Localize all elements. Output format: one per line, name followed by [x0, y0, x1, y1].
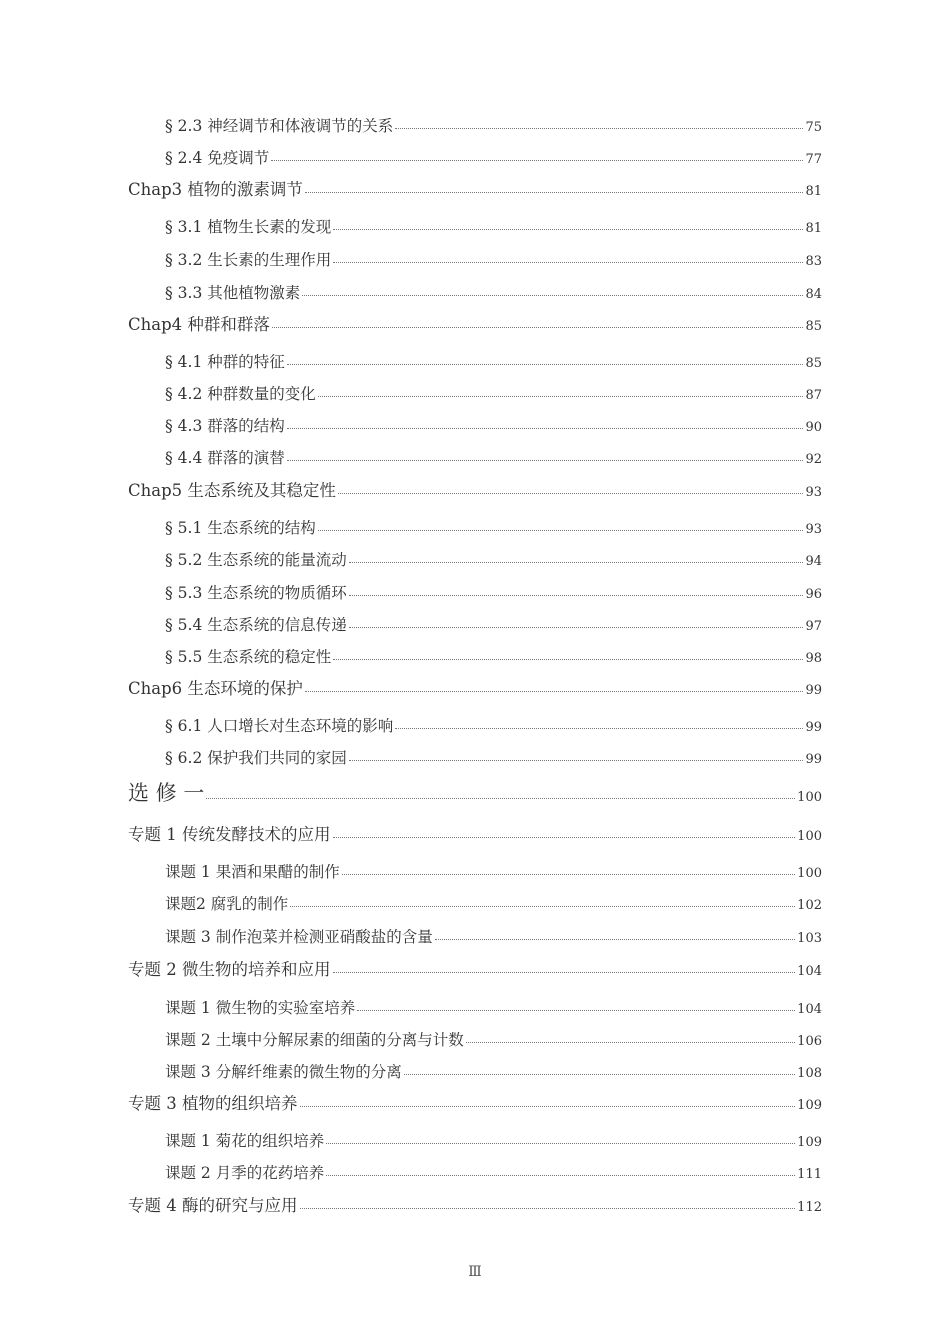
toc-entry-sub: [165, 512, 822, 536]
toc-entry-title: 专题 3 植物的组织培养: [128, 1093, 298, 1113]
toc-entry-lesson: [165, 856, 822, 880]
dot-leader: [342, 873, 795, 875]
dot-leader: [318, 529, 804, 531]
toc-entry-title: § 4.4 群落的演替: [165, 448, 285, 467]
dot-leader: [300, 1105, 796, 1107]
toc-entry-page-number: 87: [805, 388, 822, 403]
toc-entry-lesson: [165, 1056, 822, 1080]
dot-leader: [305, 690, 804, 692]
toc-entry-topic: [128, 1190, 822, 1214]
dot-leader: [302, 294, 803, 296]
toc-entry-page-number: 98: [805, 651, 822, 666]
toc-entry-lesson: [165, 921, 822, 945]
toc-entry-sub: [165, 544, 822, 568]
dot-leader: [333, 261, 803, 263]
dot-leader: [333, 228, 803, 230]
toc-entry-page-number: 97: [805, 619, 822, 634]
toc-entry-title: 课题 2 土壤中分解尿素的细菌的分离与计数: [165, 1030, 464, 1049]
toc-entry-page-number: 77: [805, 152, 822, 167]
dot-leader: [357, 1009, 795, 1011]
toc-entry-sub: [165, 710, 822, 734]
toc-entry-lesson: [165, 1125, 822, 1149]
toc-entry-page-number: 102: [797, 898, 822, 913]
toc-entry-page-number: 81: [805, 221, 822, 236]
toc-entry-title: § 5.3 生态系统的物质循环: [165, 583, 347, 602]
toc-entry-title: 选 修 一: [128, 781, 205, 805]
dot-leader: [349, 626, 804, 628]
dot-leader: [349, 594, 804, 596]
toc-entry-sub: [165, 378, 822, 402]
toc-entry-title: § 2.4 免疫调节: [165, 148, 270, 167]
toc-entry-page-number: 85: [805, 356, 822, 371]
dot-leader: [338, 492, 804, 494]
toc-entry-title: § 4.1 种群的特征: [165, 352, 285, 371]
dot-leader: [305, 191, 804, 193]
toc-entry-page-number: 93: [805, 522, 822, 537]
toc-entry-sub: [165, 442, 822, 466]
toc-entry-title: 课题 1 果酒和果醋的制作: [165, 862, 340, 881]
toc-entry-title: § 5.1 生态系统的结构: [165, 518, 316, 537]
dot-leader: [287, 427, 804, 429]
toc-entry-title: 专题 2 微生物的培养和应用: [128, 959, 331, 979]
toc-entry-page-number: 100: [797, 866, 822, 881]
toc-entry-page-number: 92: [805, 452, 822, 467]
toc-entry-topic: [128, 819, 822, 843]
dot-leader: [435, 938, 795, 940]
dot-leader: [395, 727, 803, 729]
toc-entry-page-number: 100: [797, 829, 822, 844]
dot-leader: [349, 561, 804, 563]
toc-entry-topic: [128, 1088, 822, 1112]
toc-entry-page-number: 111: [797, 1167, 822, 1182]
toc-entry-lesson: [165, 1157, 822, 1181]
toc-entry-title: 课题2 腐乳的制作: [165, 894, 289, 913]
toc-entry-title: 课题 1 微生物的实验室培养: [165, 998, 356, 1017]
toc-entry-page-number: 103: [797, 931, 822, 946]
toc-entry-sub: [165, 641, 822, 665]
toc-entry-title: § 6.1 人口增长对生态环境的影响: [165, 716, 394, 735]
dot-leader: [318, 395, 804, 397]
toc-entry-page-number: 100: [797, 790, 822, 805]
toc-entry-page-number: 104: [797, 964, 822, 979]
toc-entry-page-number: 94: [805, 554, 822, 569]
toc-entry-page-number: 93: [805, 485, 822, 500]
toc-entry-sub: [165, 244, 822, 268]
page-number-footer: Ⅲ: [468, 1264, 482, 1280]
toc-entry-chap: [128, 174, 822, 198]
dot-leader: [333, 836, 796, 838]
toc-entry-lesson: [165, 992, 822, 1016]
toc-entry-title: § 3.2 生长素的生理作用: [165, 250, 332, 269]
dot-leader: [333, 658, 803, 660]
toc-entry-major: [128, 774, 822, 804]
toc-entry-topic: [128, 954, 822, 978]
toc-entry-sub: [165, 211, 822, 235]
toc-entry-title: § 3.1 植物生长素的发现: [165, 217, 332, 236]
dot-leader: [272, 326, 804, 328]
toc-entry-sub: [165, 577, 822, 601]
toc-entry-page-number: 99: [805, 752, 822, 767]
toc-entry-sub: [165, 142, 822, 166]
toc-entry-title: 课题 1 菊花的组织培养: [165, 1131, 325, 1150]
toc-entry-chap: [128, 475, 822, 499]
toc-entry-chap: [128, 673, 822, 697]
toc-entry-sub: [165, 410, 822, 434]
toc-entry-title: § 4.3 群落的结构: [165, 416, 285, 435]
toc-entry-sub: [165, 742, 822, 766]
dot-leader: [404, 1073, 795, 1075]
toc-entry-title: Chap6 生态环境的保护: [128, 678, 303, 698]
toc-entry-lesson: [165, 1024, 822, 1048]
toc-entry-sub: [165, 609, 822, 633]
toc-entry-title: 专题 4 酶的研究与应用: [128, 1195, 298, 1215]
toc-entry-page-number: 90: [805, 420, 822, 435]
dot-leader: [326, 1174, 795, 1176]
toc-entry-title: § 5.4 生态系统的信息传递: [165, 615, 347, 634]
toc-entry-title: § 4.2 种群数量的变化: [165, 384, 316, 403]
toc-entry-title: § 5.2 生态系统的能量流动: [165, 550, 347, 569]
dot-leader: [287, 459, 804, 461]
toc-entry-sub: [165, 277, 822, 301]
toc-entry-title: § 6.2 保护我们共同的家园: [165, 748, 347, 767]
toc-entry-title: 专题 1 传统发酵技术的应用: [128, 824, 331, 844]
toc-entry-title: Chap3 植物的激素调节: [128, 179, 303, 199]
toc-entry-page-number: 84: [805, 287, 822, 302]
toc-entry-title: 课题 2 月季的花药培养: [165, 1163, 325, 1182]
toc-entry-page-number: 109: [797, 1098, 822, 1113]
dot-leader: [466, 1041, 795, 1043]
toc-entry-lesson: [165, 888, 822, 912]
toc-entry-title: § 3.3 其他植物激素: [165, 283, 301, 302]
dot-leader: [300, 1207, 796, 1209]
toc-entry-page-number: 81: [805, 184, 822, 199]
toc-entry-page-number: 99: [805, 683, 822, 698]
toc-entry-page-number: 108: [797, 1066, 822, 1081]
toc-entry-sub: [165, 110, 822, 134]
toc-entry-page-number: 106: [797, 1034, 822, 1049]
toc-entry-page-number: 75: [805, 120, 822, 135]
toc-entry-page-number: 112: [797, 1200, 822, 1215]
toc-entry-title: § 2.3 神经调节和体液调节的关系: [165, 116, 394, 135]
dot-leader: [271, 159, 803, 161]
toc-entry-page-number: 109: [797, 1135, 822, 1150]
dot-leader: [290, 905, 795, 907]
dot-leader: [206, 797, 795, 799]
dot-leader: [287, 363, 804, 365]
toc-entry-title: § 5.5 生态系统的稳定性: [165, 647, 332, 666]
toc-entry-title: Chap5 生态系统及其稳定性: [128, 480, 336, 500]
dot-leader: [333, 971, 796, 973]
dot-leader: [326, 1142, 795, 1144]
toc-entry-sub: [165, 346, 822, 370]
toc-entry-page-number: 99: [805, 720, 822, 735]
toc-entry-chap: [128, 309, 822, 333]
toc-entry-title: 课题 3 制作泡菜并检测亚硝酸盐的含量: [165, 927, 433, 946]
toc-entry-page-number: 96: [805, 587, 822, 602]
toc-entry-page-number: 85: [805, 319, 822, 334]
dot-leader: [349, 759, 804, 761]
toc-entry-title: Chap4 种群和群落: [128, 314, 270, 334]
toc-entry-page-number: 83: [805, 254, 822, 269]
toc-entry-title: 课题 3 分解纤维素的微生物的分离: [165, 1062, 402, 1081]
toc-entry-page-number: 104: [797, 1002, 822, 1017]
dot-leader: [395, 127, 803, 129]
